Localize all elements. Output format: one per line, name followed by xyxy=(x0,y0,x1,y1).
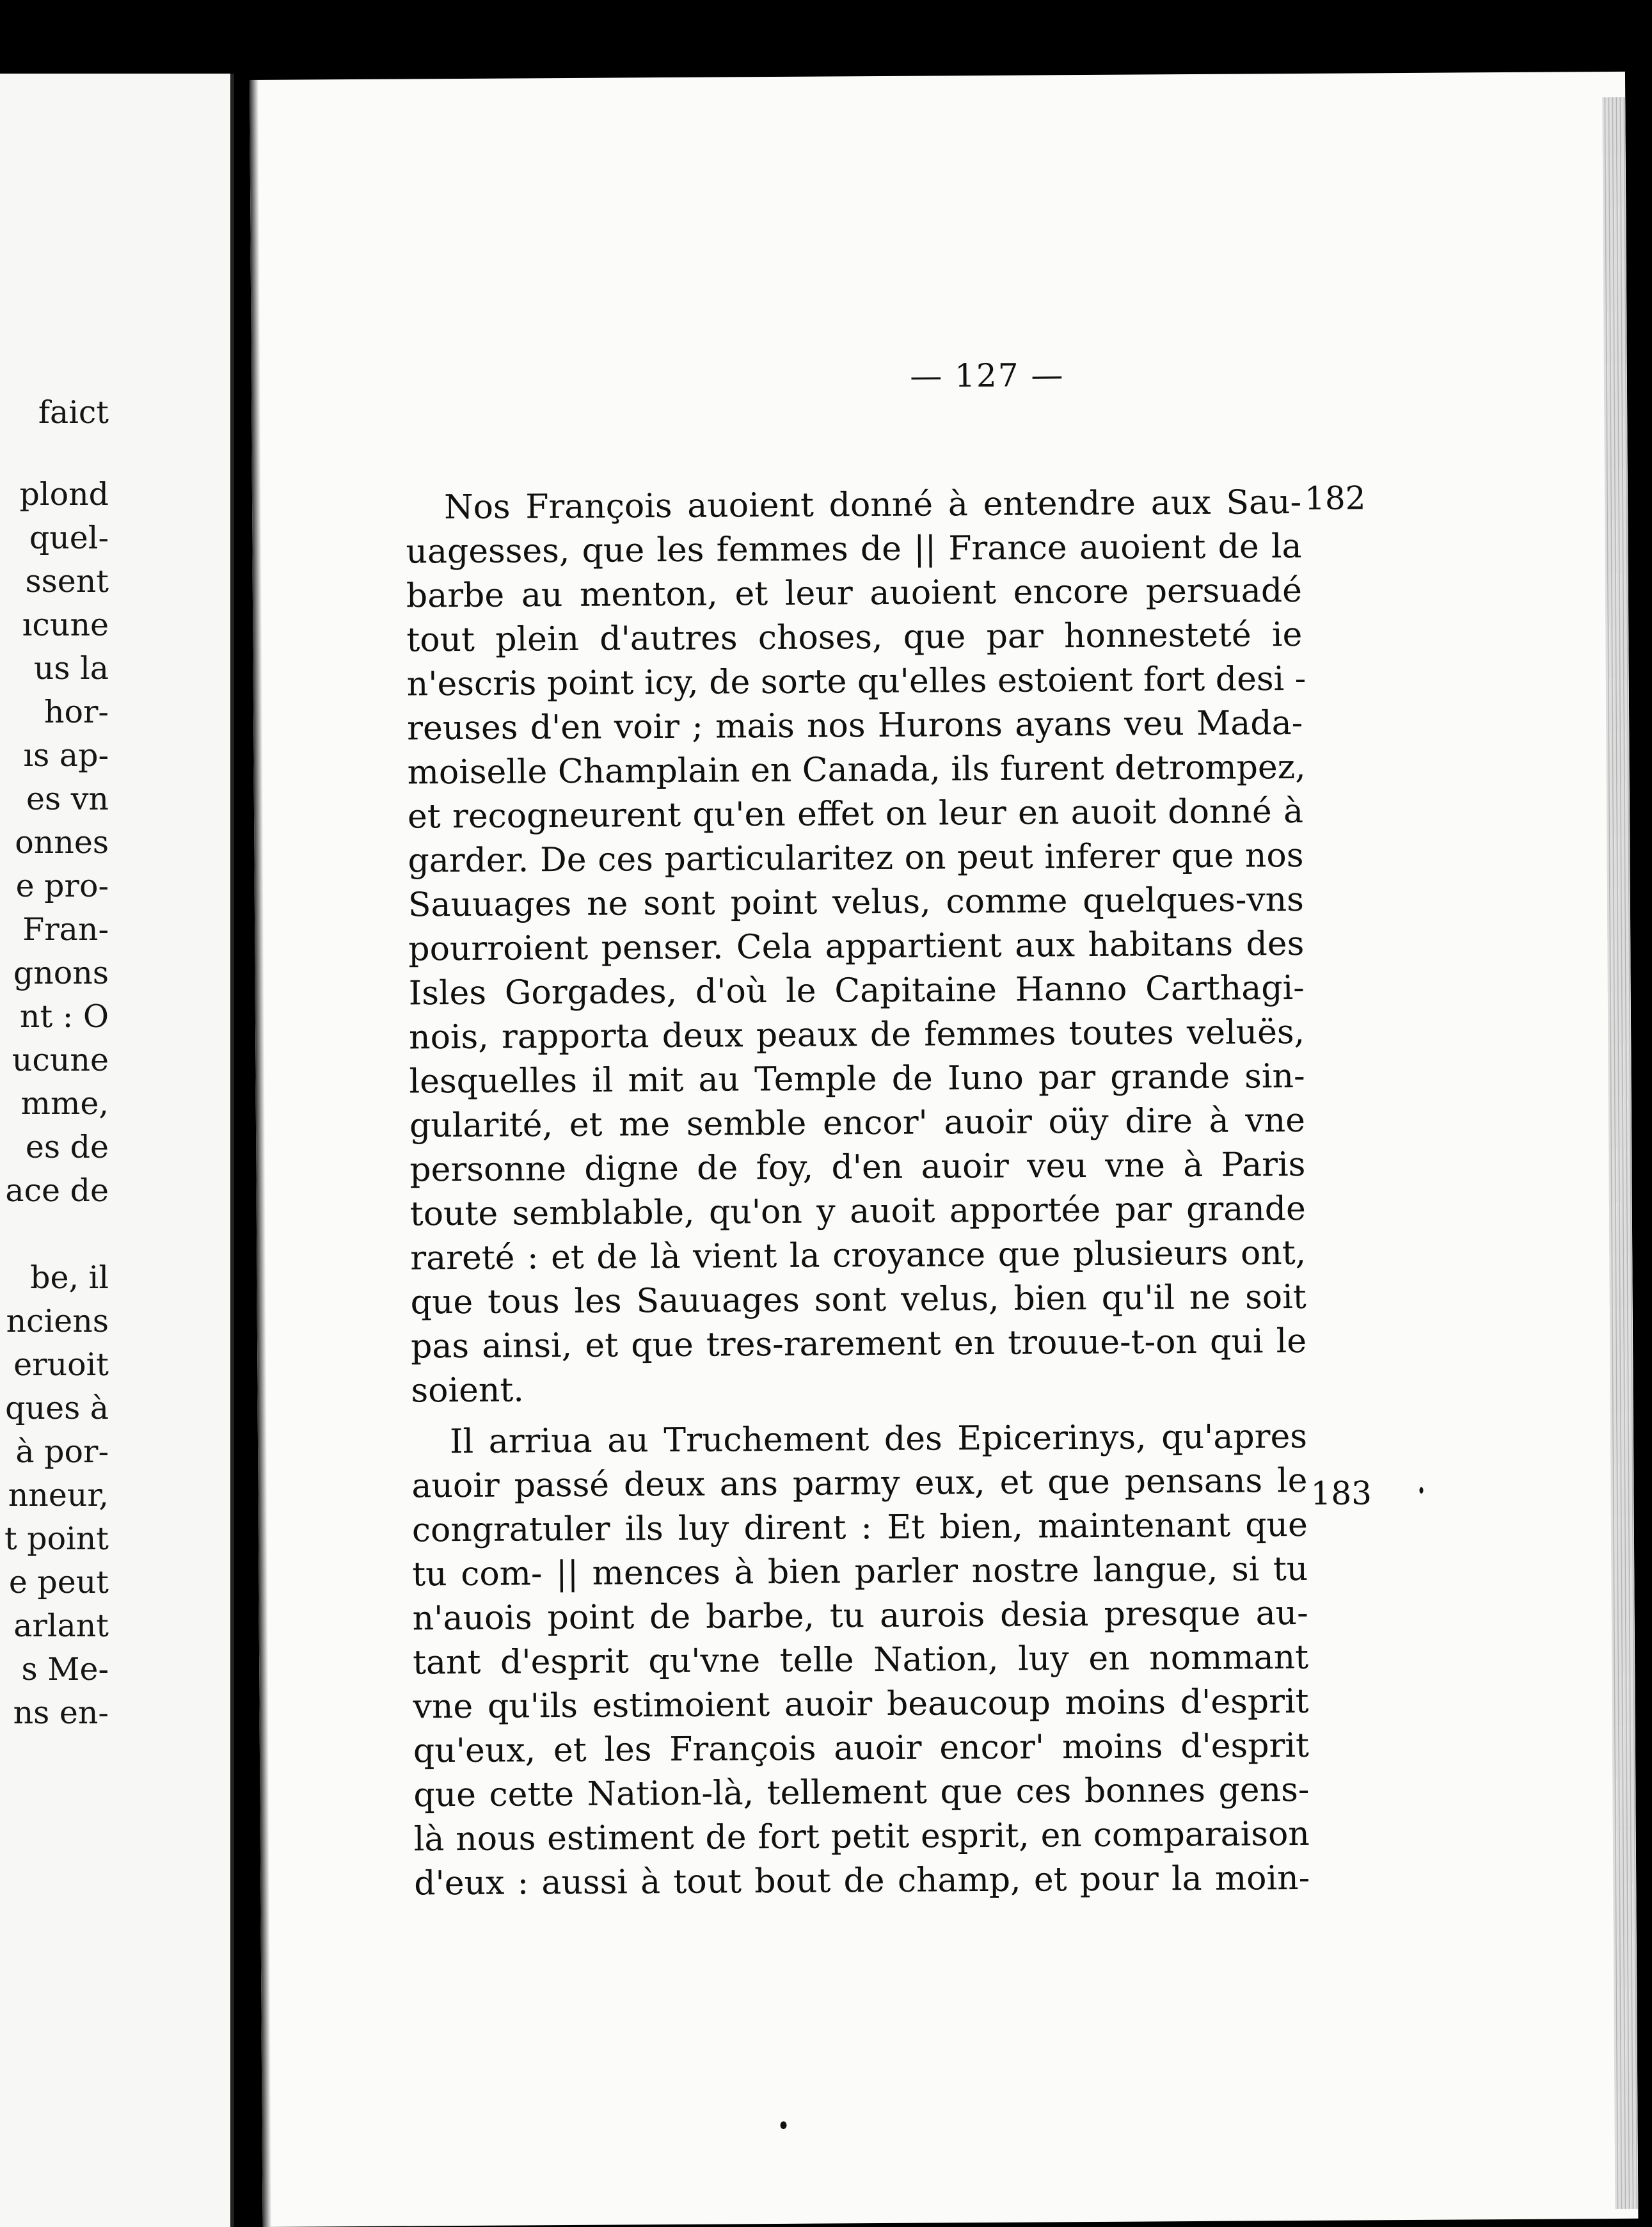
text-line: n'escris point icy, de sorte qu'elles estoient fort desi - xyxy=(406,659,1307,704)
left-line: plond xyxy=(19,476,109,513)
left-line: faict xyxy=(38,394,109,431)
left-line: ns en- xyxy=(13,1695,109,1731)
text-line: pourroient penser. Cela appartient aux habitans des xyxy=(408,924,1305,969)
text-line: personne digne de foy, d'en auoir veu vne à Paris xyxy=(409,1145,1306,1190)
left-line: us la xyxy=(33,650,109,687)
text-line: là nous estiment de fort petit esprit, en comparaison xyxy=(413,1814,1310,1859)
left-line: e peut xyxy=(8,1564,109,1600)
text-line: auoir passé deux ans parmy eux, et que pensans le xyxy=(411,1461,1308,1506)
left-line: mme, xyxy=(20,1085,109,1122)
text-line: garder. De ces particularitez on peut inferer que nos xyxy=(408,836,1304,881)
text-line: Il arriua au Truchement des Epicerinys, qu'apres xyxy=(449,1417,1308,1462)
left-line: quel- xyxy=(29,520,109,556)
left-line: ıs ap- xyxy=(23,737,109,774)
text-line: et recogneurent qu'en effet on leur en auoit donné à xyxy=(407,792,1304,836)
left-line: à por- xyxy=(15,1433,109,1470)
left-line: ques à xyxy=(5,1390,109,1426)
margin-note-183: 183 xyxy=(1310,1474,1372,1512)
left-line: nciens xyxy=(6,1303,109,1339)
left-line: ssent xyxy=(25,563,109,600)
left-line: nt : O xyxy=(19,998,109,1035)
text-line: lesquelles il mit au Temple de Iuno par grande sin- xyxy=(409,1057,1305,1101)
left-line: gnons xyxy=(13,955,109,991)
text-line: Sauuages ne sont point velus, comme quelques-vns xyxy=(408,880,1305,925)
text-line: gularité, et me semble encor' auoir oüy dire à vne xyxy=(409,1101,1306,1145)
text-line: toute semblable, qu'on y auoit apportée par grande xyxy=(409,1189,1306,1234)
left-line: s Me- xyxy=(21,1651,109,1688)
left-line: ucune xyxy=(12,1042,109,1078)
text-line: reuses d'en voir ; mais nos Hurons ayans veu Mada- xyxy=(407,703,1303,748)
left-line: nneur, xyxy=(8,1477,109,1513)
text-line: que cette Nation-là, tellement que ces bonnes gens- xyxy=(413,1770,1310,1815)
previous-page-fragment xyxy=(0,74,234,2227)
text-line: que tous les Sauuages sont velus, bien qu'il ne soit xyxy=(410,1277,1307,1322)
text-line: tout plein d'autres choses, que par honnesteté ie xyxy=(406,615,1303,660)
page-number: — 127 — xyxy=(910,356,1065,395)
left-line: ıcune xyxy=(22,607,109,643)
left-line: be, il xyxy=(30,1259,109,1296)
text-line: n'auois point de barbe, tu aurois desia presque au- xyxy=(412,1593,1308,1638)
left-line: onnes xyxy=(15,824,109,861)
text-line: qu'eux, et les François auoir encor' moins d'esprit xyxy=(413,1726,1310,1771)
text-line: tant d'esprit qu'vne telle Nation, luy en nommant xyxy=(412,1638,1309,1682)
text-line: congratuler ils luy dirent : Et bien, maintenant que xyxy=(411,1505,1308,1550)
text-line: soient. xyxy=(411,1371,525,1410)
ink-speck xyxy=(781,2121,787,2129)
current-page xyxy=(250,72,1638,2227)
text-line: rareté : et de là vient la croyance que plusieurs ont, xyxy=(410,1233,1307,1278)
text-line: d'eux : aussi à tout bout de champ, et pour la moin- xyxy=(414,1858,1310,1903)
left-line: arlant xyxy=(13,1608,109,1644)
text-line: moiselle Champlain en Canada, ils furent detrompez, xyxy=(407,747,1306,792)
text-line: uagesses, que les femmes de || France auoient de la xyxy=(406,527,1302,571)
left-line: t point xyxy=(4,1521,109,1557)
text-line: pas ainsi, et que tres-rarement en trouue-t-on qui le xyxy=(410,1321,1307,1366)
text-line: nois, rapporta deux peaux de femmes toutes veluës, xyxy=(408,1012,1305,1057)
margin-note-182: 182 xyxy=(1304,479,1366,517)
left-line: es de xyxy=(25,1129,109,1165)
left-line: e pro- xyxy=(15,868,109,904)
left-line: hor- xyxy=(44,694,109,730)
text-line: tu com- || mences à bien parler nostre langue, si tu xyxy=(412,1549,1308,1594)
body-text xyxy=(405,406,1310,1903)
left-line: eruoit xyxy=(13,1346,109,1383)
gutter-shadow xyxy=(250,80,271,2227)
left-line: es vn xyxy=(26,781,109,817)
text-line: vne qu'ils estimoient auoir beaucoup moins d'esprit xyxy=(413,1682,1309,1727)
left-line: ace de xyxy=(5,1172,109,1209)
ink-speck xyxy=(1419,1487,1423,1494)
page-edge xyxy=(1602,97,1638,2209)
text-line: barbe au menton, et leur auoient encore persuadé xyxy=(406,571,1303,616)
text-line: Nos François auoient donné à entendre aux Sau- xyxy=(443,483,1302,527)
text-line: Isles Gorgades, d'où le Capitaine Hanno Carthagi- xyxy=(408,968,1305,1013)
left-line: Fran- xyxy=(22,911,109,948)
